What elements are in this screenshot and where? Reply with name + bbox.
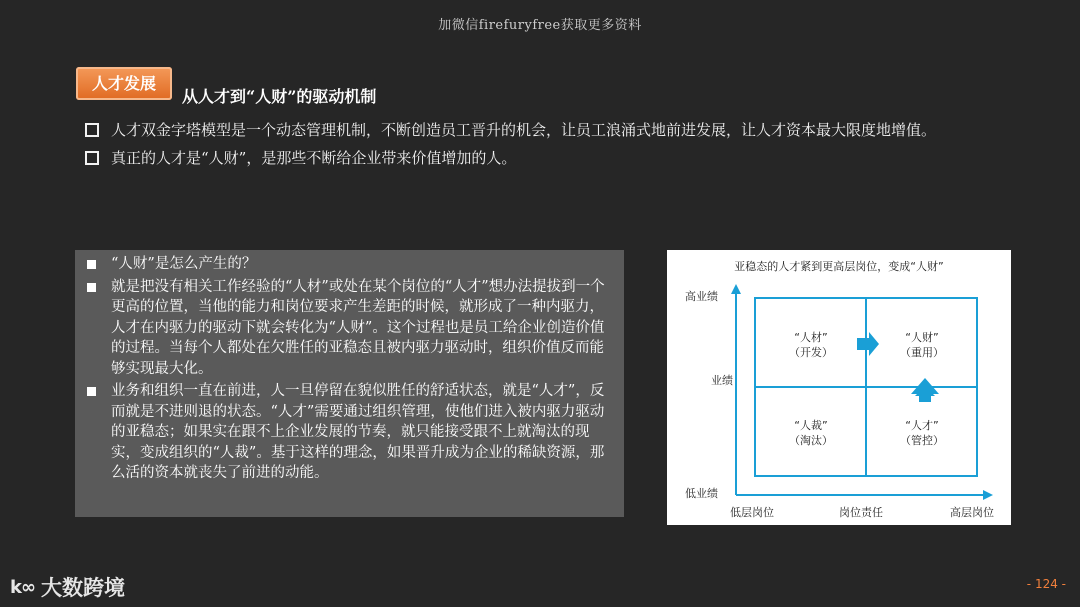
brand-logo — [10, 572, 125, 602]
square-bullet-icon — [87, 387, 96, 396]
watermark-text: 加微信firefuryfree获取更多资料 — [438, 18, 642, 33]
y-label-mid: 业绩 — [711, 374, 733, 387]
quadrant-top-left — [771, 330, 851, 360]
section-badge: 人才发展 — [76, 67, 172, 100]
square-bullet-icon — [87, 283, 96, 292]
quadrant-role: （淘汰） — [789, 434, 833, 447]
quadrant-name: “人才” — [905, 419, 939, 432]
quadrant-top-right — [882, 330, 962, 360]
panel-item-text: 业务和组织一直在前进，人一旦停留在貌似胜任的舒适状态，就是“人才”，反而就是不进则退的状态。“人才”需要通过组织管理，使他们进入被内驱力驱动的亚稳态；如果实在跟不上企业发展的节奏，就只能接受跟不上就淘汰的现实，变成组织的“人裁”。基于这样的理念，如果晋升成为企业的稀缺资源，那么活的资本就丧失了前进的动能。 — [111, 383, 605, 481]
quadrant-bottom-right — [882, 418, 962, 448]
intro-bullet-text: 真正的人才是“人财”，是那些不断给企业带来价值增加的人。 — [111, 149, 517, 167]
section-title: 从人才到“人财”的驱动机制 — [182, 87, 377, 106]
intro-bullet — [85, 118, 1005, 142]
intro-bullets — [85, 118, 1005, 174]
x-label-mid: 岗位责任 — [839, 506, 883, 519]
quadrant-bottom-left — [771, 418, 851, 448]
x-label-left: 低层岗位 — [730, 506, 774, 519]
panel-item — [85, 381, 612, 484]
up-arrow-icon-fill — [911, 378, 939, 402]
y-axis-arrow-icon — [731, 284, 741, 294]
panel-item-text: “人财”是怎么产生的？ — [111, 256, 257, 272]
quadrant-name: “人裁” — [794, 419, 828, 432]
brand-logo-icon: k∞ — [10, 576, 35, 598]
panel-item — [85, 254, 612, 275]
y-label-top: 高业绩 — [685, 290, 718, 303]
quadrant-name: “人财” — [905, 331, 939, 344]
quadrant-role: （重用） — [900, 346, 944, 359]
y-label-bottom: 低业绩 — [685, 487, 718, 500]
checkbox-square-icon — [85, 151, 99, 165]
square-bullet-icon — [87, 260, 96, 269]
x-axis-arrow-icon — [983, 490, 993, 500]
quadrant-role: （管控） — [900, 434, 944, 447]
page-number: - 124 - — [1026, 577, 1066, 591]
panel-item-text: 就是把没有相关工作经验的“人材”或处在某个岗位的“人才”想办法提拔到一个更高的位置，当他的能力和岗位要求产生差距的时候，就形成了一种内驱力，人才在内驱力的驱动下就会转化为“人财”。这个过程也是员工给企业创造价值的过程。当每个人都处在欠胜任的亚稳态且被内驱力驱动时，组织价值反而能够实现最大化。 — [111, 278, 605, 377]
x-label-right: 高层岗位 — [950, 506, 994, 519]
panel-item — [85, 277, 612, 380]
intro-bullet-text: 人才双金字塔模型是一个动态管理机制，不断创造员工晋升的机会，让员工浪涌式地前进发展，让人才资本最大限度地增值。 — [111, 121, 937, 139]
right-arrow-icon — [857, 332, 879, 356]
quadrant-role: （开发） — [789, 346, 833, 359]
brand-name: 大数跨境 — [40, 576, 125, 600]
explanation-panel — [75, 250, 624, 517]
quadrant-name: “人材” — [794, 331, 828, 344]
talent-matrix-diagram — [667, 250, 1011, 525]
checkbox-square-icon — [85, 123, 99, 137]
matrix-title: 亚稳态的人才紧到更高层岗位，变成“人财” — [734, 260, 944, 273]
intro-bullet — [85, 146, 1005, 170]
